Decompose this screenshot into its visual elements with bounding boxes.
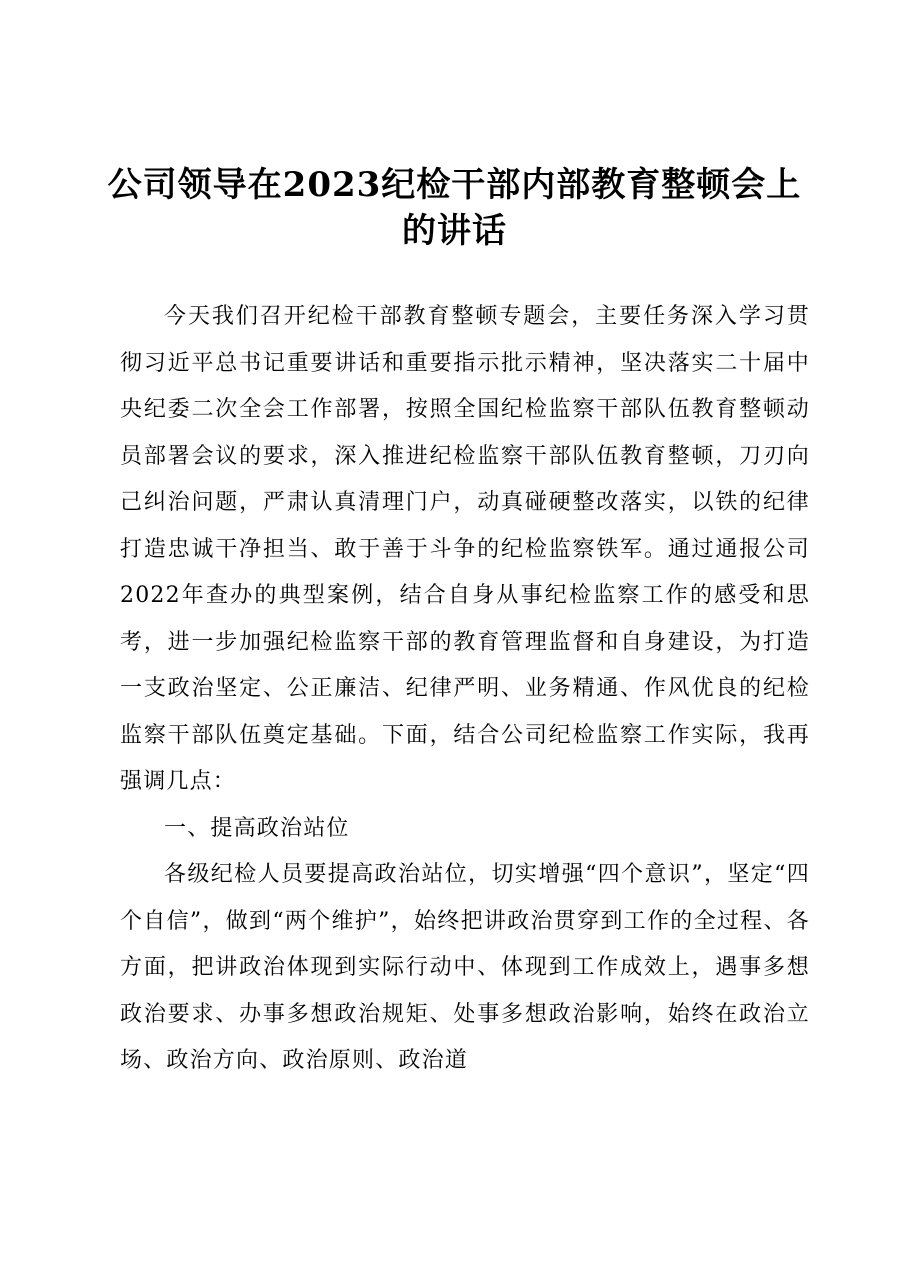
document-title: 公司领导在2023纪检干部内部教育整顿会上的讲话 [107, 165, 802, 251]
section-paragraph: 各级纪检人员要提高政治站位，切实增强“四个意识”，坚定“四个自信”，做到“两个维护”，始终把讲政治贯穿到工作的全过程、各方面，把讲政治体现到实际行动中、体现到工作成效上，遇事多想政治要求、办事多想政治规矩、处事多想政治影响，始终在政治立场、政治方向、政治原则、政治道 [120, 862, 810, 1073]
document-body [120, 294, 810, 1085]
section-heading: 一、提高政治站位 [164, 815, 350, 841]
intro-paragraph: 今天我们召开纪检干部教育整顿专题会，主要任务深入学习贯彻习近平总书记重要讲话和重要指示批示精神，坚决落实二十届中央纪委二次全会工作部署，按照全国纪检监察干部队伍教育整顿动员部署会议的要求，深入推进纪检监察干部队伍教育整顿，刀刃向己纠治问题，严肃认真清理门户，动真碰硬整改落实，以铁的纪律打造忠诚干净担当、敢于善于斗争的纪检监察铁军。通过通报公司2022年查办的典型案例，结合自身从事纪检监察工作的感受和思考，进一步加强纪检监察干部的教育管理监督和自身建设，为打造一支政治坚定、公正廉洁、纪律严明、业务精通、作风优良的纪检监察干部队伍奠定基础。下面，结合公司纪检监察工作实际，我再强调几点： [120, 304, 810, 794]
